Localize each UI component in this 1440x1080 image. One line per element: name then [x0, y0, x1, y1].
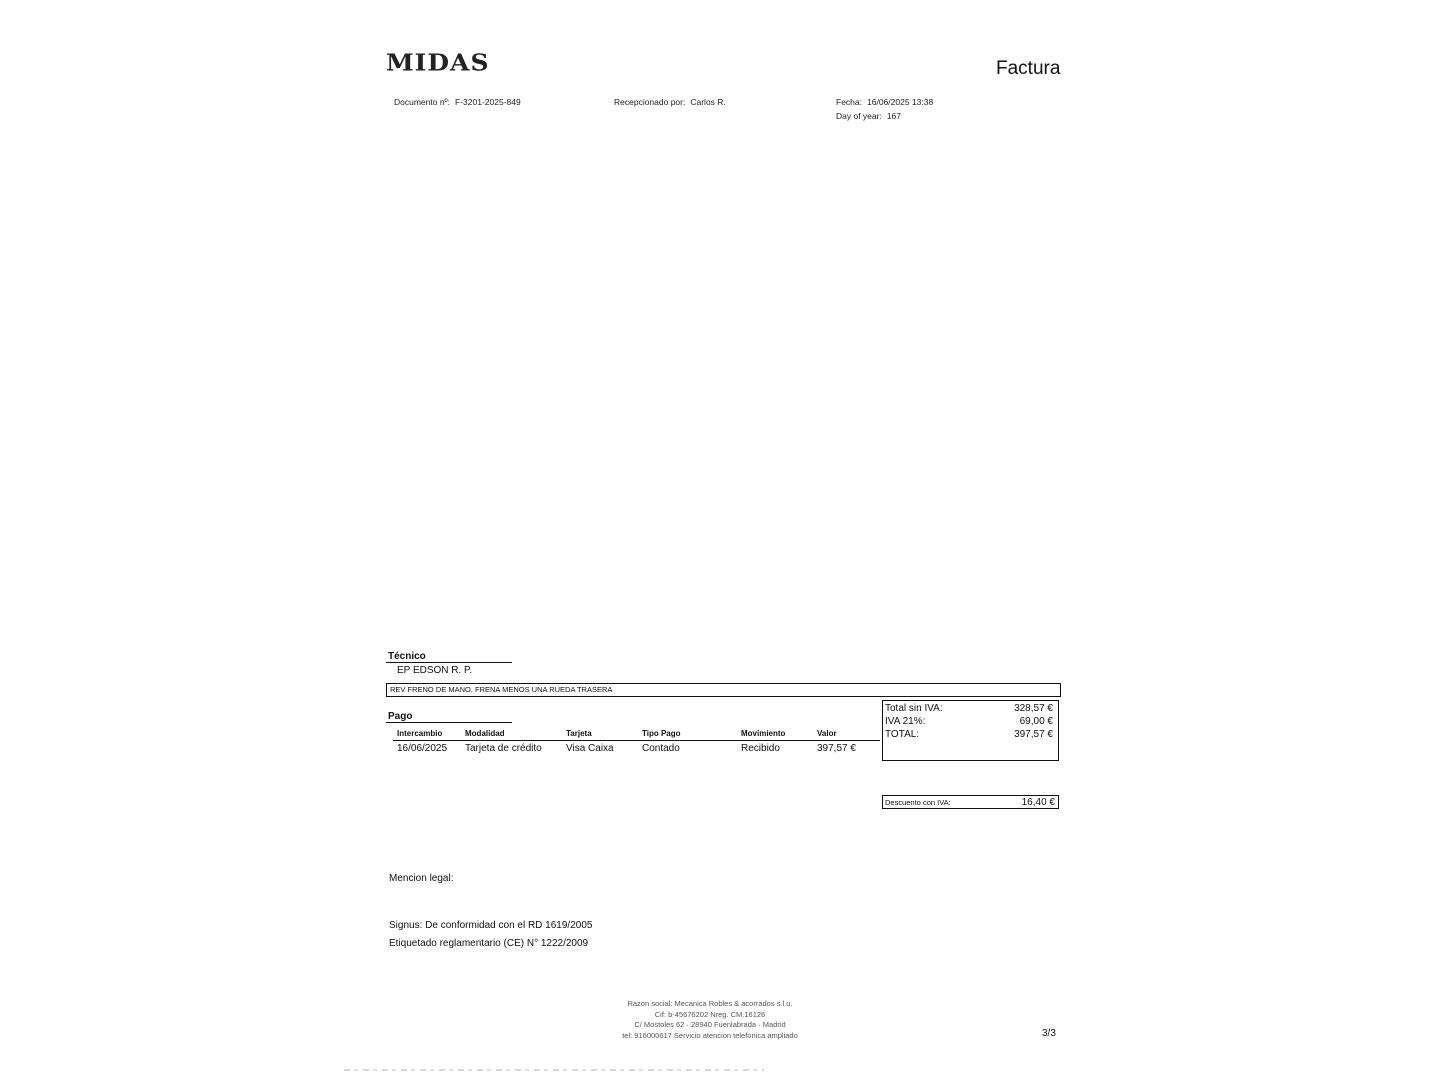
- documento-value: F-3201-2025-849: [455, 97, 521, 107]
- footer-razon-social: Razon social: Mecanica Robles & acorrados s.l.u.: [627, 999, 793, 1008]
- iva-label: IVA 21%:: [885, 716, 926, 727]
- work-description: REV FRENO DE MANO, FRENA MENOS UNA RUEDA TRASERA: [390, 685, 613, 694]
- total-sin-iva-value: 328,57 €: [1014, 703, 1053, 714]
- recepcionado-field: [614, 97, 726, 107]
- fecha-field: [836, 97, 933, 107]
- totals-box: [882, 700, 1059, 761]
- tecnico-heading: Técnico: [388, 651, 426, 662]
- midas-logo: MIDAS: [386, 48, 490, 77]
- total-row: [885, 729, 1053, 740]
- discount-value: 16,40 €: [1021, 796, 1055, 808]
- mencion-legal: Mencion legal:: [389, 873, 454, 884]
- tecnico-name: EP EDSON R. P.: [397, 665, 473, 676]
- tecnico-underline: [386, 662, 512, 663]
- col-intercambio: Intercambio: [397, 729, 443, 738]
- footer-address: C/ Mostoles 62 · 28940 Fuenlabrada · Madrid: [634, 1020, 786, 1029]
- fecha-value: 16/06/2025 13:38: [867, 97, 934, 107]
- pago-cell-movimiento: Recibido: [741, 743, 780, 754]
- pago-cell-valor: 397,57 €: [817, 743, 856, 754]
- page-number: 3/3: [1042, 1028, 1056, 1039]
- col-modalidad: Modalidad: [465, 729, 505, 738]
- pago-cell-tipo-pago: Contado: [642, 743, 680, 754]
- footer-phone: tel: 916000617 Servicio atencion telefonica ampliado: [622, 1030, 798, 1040]
- col-valor: Valor: [817, 729, 837, 738]
- legal-signus: Signus: De conformidad con el RD 1619/2005: [389, 920, 593, 931]
- recepcionado-value: Carlos R.: [690, 97, 726, 107]
- pago-heading: Pago: [388, 711, 413, 722]
- documento-field: [394, 97, 521, 107]
- discount-label: Descuento con IVA:: [885, 797, 951, 807]
- col-movimiento: Movimiento: [741, 729, 786, 738]
- pago-underline: [386, 722, 512, 723]
- work-description-box: [386, 683, 1061, 697]
- fecha-label: Fecha:: [836, 97, 862, 107]
- iva-row: [885, 716, 1053, 727]
- total-value: 397,57 €: [1014, 729, 1053, 740]
- footer-cif: Cif: b-45676202 Nreg. CM.16126: [654, 1009, 766, 1019]
- day-of-year-value: 167: [886, 111, 902, 121]
- pago-header-rule: [393, 740, 880, 741]
- company-footer: [560, 999, 860, 1041]
- col-tarjeta: Tarjeta: [566, 729, 592, 738]
- total-sin-iva-label: Total sin IVA:: [885, 703, 943, 714]
- col-tipo-pago: Tipo Pago: [642, 729, 681, 738]
- pago-cell-modalidad: Tarjeta de crédito: [465, 743, 542, 754]
- iva-value: 69,00 €: [1019, 716, 1053, 727]
- legal-etiquetado: Etiquetado reglamentario (CE) N° 1222/2009: [389, 938, 589, 949]
- day-of-year-field: [836, 111, 901, 121]
- pago-cell-intercambio: 16/06/2025: [397, 743, 448, 754]
- total-label: TOTAL:: [885, 729, 920, 740]
- total-sin-iva-row: [885, 703, 1053, 714]
- pago-cell-tarjeta: Visa Caixa: [566, 743, 614, 754]
- discount-box: [882, 795, 1059, 809]
- scan-artifact-line: [344, 1069, 764, 1071]
- document-title: Factura: [996, 58, 1061, 79]
- documento-label: Documento nº:: [394, 97, 451, 107]
- recepcionado-label: Recepcionado por:: [614, 97, 686, 107]
- day-of-year-label: Day of year:: [836, 111, 882, 121]
